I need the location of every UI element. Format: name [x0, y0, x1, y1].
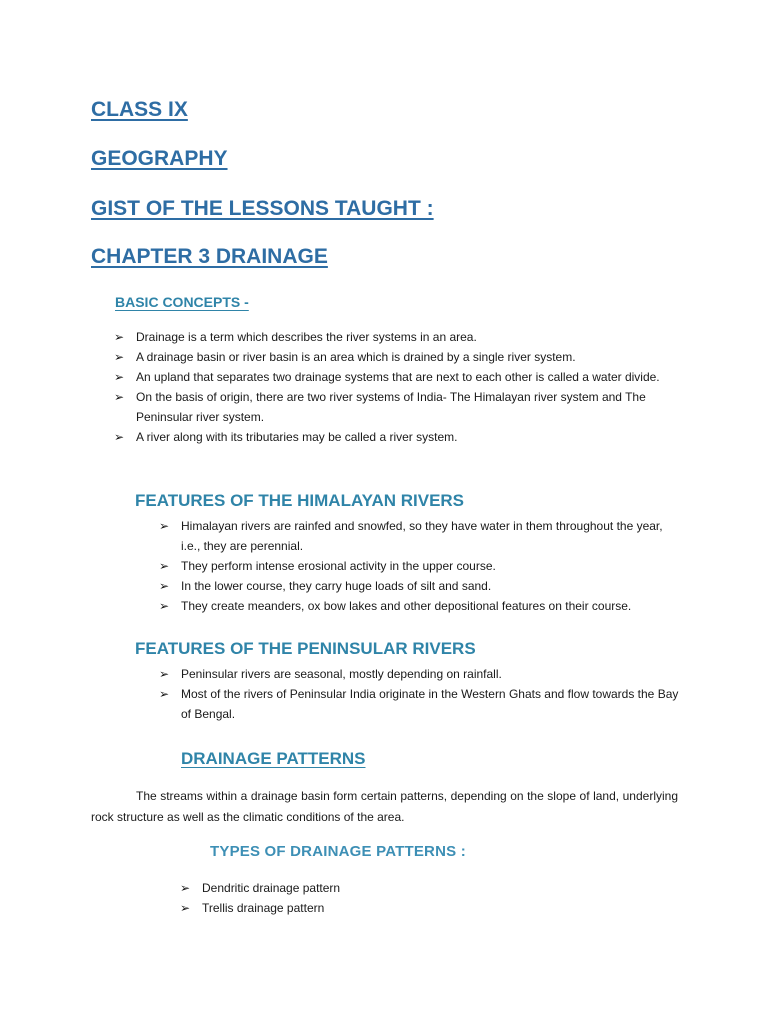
gist-title: GIST OF THE LESSONS TAUGHT : [91, 197, 434, 220]
list-item: ➢ On the basis of origin, there are two river systems of India- The Himalayan river system and The Peninsular river system. [114, 387, 674, 427]
pattern-types-list [180, 878, 580, 918]
arrow-bullet-icon: ➢ [159, 687, 170, 701]
arrow-bullet-icon: ➢ [180, 901, 191, 915]
arrow-bullet-icon: ➢ [159, 579, 170, 593]
himalayan-list [159, 516, 679, 616]
drainage-patterns-paragraph: The streams within a drainage basin form certain patterns, depending on the slope of land, underlying rock structure as well as the climatic conditions of the area. [91, 789, 678, 824]
arrow-bullet-icon: ➢ [159, 559, 170, 573]
basic-concepts-heading: BASIC CONCEPTS - [115, 294, 249, 310]
subject-title: GEOGRAPHY [91, 147, 228, 170]
list-item: ➢ An upland that separates two drainage systems that are next to each other is called a water divide. [114, 367, 674, 387]
arrow-bullet-icon: ➢ [114, 390, 125, 404]
arrow-bullet-icon: ➢ [159, 519, 170, 533]
peninsular-list [159, 664, 679, 724]
class-label: CLASS IX [91, 98, 188, 121]
list-item: ➢ A river along with its tributaries may be called a river system. [114, 427, 674, 447]
arrow-bullet-icon: ➢ [114, 350, 125, 364]
arrow-bullet-icon: ➢ [114, 430, 125, 444]
arrow-bullet-icon: ➢ [114, 370, 125, 384]
arrow-bullet-icon: ➢ [159, 599, 170, 613]
basic-concepts-list [114, 327, 674, 447]
list-item: ➢ Dendritic drainage pattern [180, 878, 580, 898]
chapter-title: CHAPTER 3 DRAINAGE [91, 245, 328, 268]
list-item: ➢ In the lower course, they carry huge loads of silt and sand. [159, 576, 679, 596]
list-item: ➢ A drainage basin or river basin is an area which is drained by a single river system. [114, 347, 674, 367]
himalayan-heading: FEATURES OF THE HIMALAYAN RIVERS [135, 491, 465, 510]
list-item: ➢ Most of the rivers of Peninsular India originate in the Western Ghats and flow towards the Bay of Bengal. [159, 684, 679, 724]
drainage-patterns-heading: DRAINAGE PATTERNS [181, 749, 366, 768]
list-item: ➢ Trellis drainage pattern [180, 898, 580, 918]
list-item: ➢ Peninsular rivers are seasonal, mostly depending on rainfall. [159, 664, 679, 684]
list-item: ➢ They perform intense erosional activity in the upper course. [159, 556, 679, 576]
types-heading: TYPES OF DRAINAGE PATTERNS : [210, 843, 466, 860]
arrow-bullet-icon: ➢ [159, 667, 170, 681]
arrow-bullet-icon: ➢ [180, 881, 191, 895]
arrow-bullet-icon: ➢ [114, 330, 125, 344]
list-item: ➢ Himalayan rivers are rainfed and snowfed, so they have water in them throughout the year, i.e., they are perennial. [159, 516, 679, 556]
peninsular-heading: FEATURES OF THE PENINSULAR RIVERS [135, 639, 476, 658]
list-item: ➢ Drainage is a term which describes the river systems in an area. [114, 327, 674, 347]
list-item: ➢ They create meanders, ox bow lakes and other depositional features on their course. [159, 596, 679, 616]
